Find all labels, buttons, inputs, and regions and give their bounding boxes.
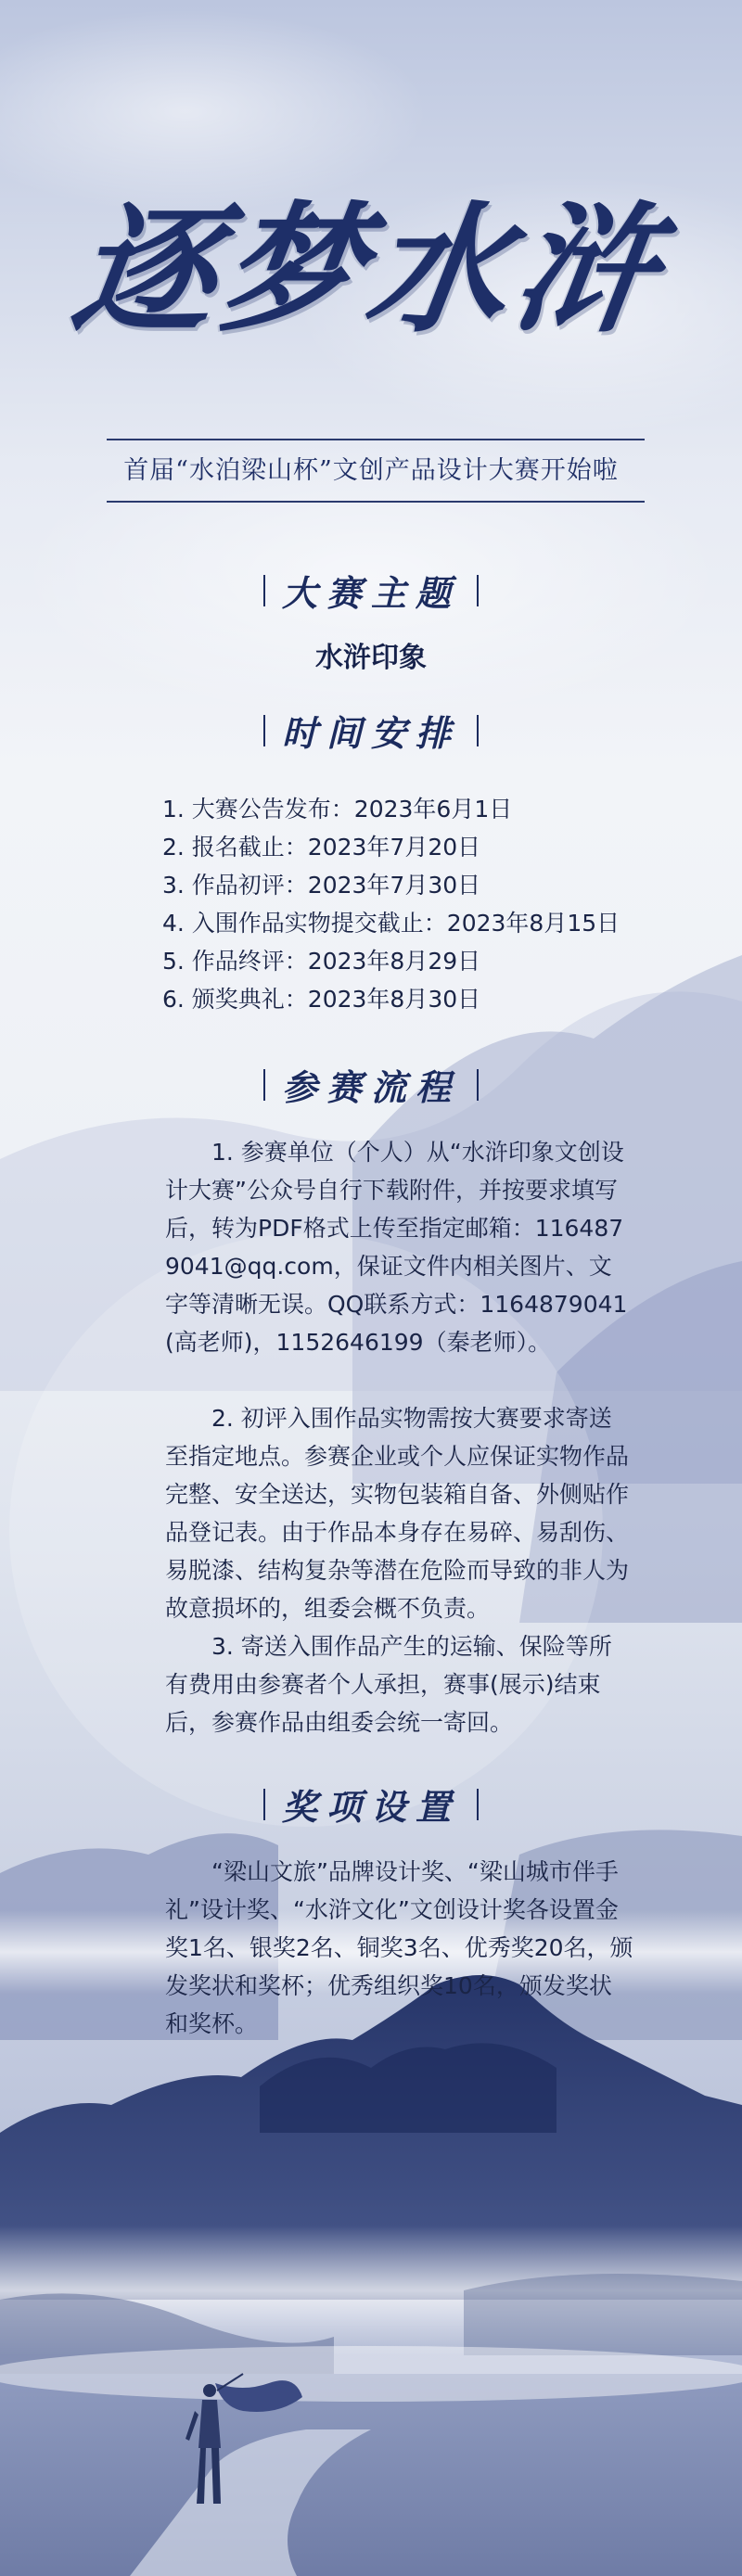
process-paragraph-2: 2. 初评入围作品实物需按大赛要求寄送至指定地点。参赛企业或个人应保证实物作品完整、安全送达，实物包装箱自备、外侧贴作品登记表。由于作品本身存在易碎、易刮伤、易脱漆、结构复杂等潜在危险而导致的非人为故意损坏的，组委会概不负责。 xyxy=(165,1405,630,1622)
list-item: 5. 作品终评：2023年8月29日 xyxy=(162,948,481,975)
list-item: 2. 报名截止：2023年7月20日 xyxy=(162,834,481,861)
schedule-heading xyxy=(0,705,742,756)
list-item: 4. 入围作品实物提交截止：2023年8月15日 xyxy=(162,910,620,937)
poster-subtitle: 首届“水泊梁山杯”文创产品设计大赛开始啦 xyxy=(123,456,619,485)
heading-bar-right xyxy=(477,1789,479,1820)
schedule-heading-text: 时间安排 xyxy=(281,712,460,754)
process-paragraph-1: 1. 参赛单位（个人）从“水浒印象文创设计大赛”公众号自行下载附件，并按要求填写后，转为PDF格式上传至指定邮箱：1164879041@qq.com，保证文件内相关图片、文字等清晰无误。QQ联系方式：1164879041(高老师)，1152646199（秦老师）。 xyxy=(165,1139,628,1356)
process-paragraph-3: 3. 寄送入围作品产生的运输、保险等所有费用由参赛者个人承担，赛事(展示)结束后，参赛作品由组委会统一寄回。 xyxy=(165,1633,612,1736)
theme-heading-text: 大赛主题 xyxy=(281,572,460,614)
heading-bar-left xyxy=(263,1789,265,1820)
heading-bar-right xyxy=(477,575,479,606)
list-item: 6. 颁奖典礼：2023年8月30日 xyxy=(162,986,481,1013)
heading-bar-left xyxy=(263,715,265,746)
theme-text: 水浒印象 xyxy=(315,642,427,674)
awards-heading xyxy=(0,1779,742,1830)
subtitle-bottom-rule xyxy=(107,501,645,503)
process-heading-text: 参赛流程 xyxy=(281,1066,460,1108)
list-item: 3. 作品初评：2023年7月30日 xyxy=(162,872,481,899)
process-heading xyxy=(0,1059,742,1110)
theme-heading xyxy=(0,565,742,616)
poster-title: 逐梦水浒 xyxy=(64,188,674,351)
heading-bar-left xyxy=(263,1069,265,1101)
awards-heading-text: 奖项设置 xyxy=(281,1786,460,1828)
heading-bar-right xyxy=(477,715,479,746)
schedule-list xyxy=(162,790,620,1018)
heading-bar-left xyxy=(263,575,265,606)
subtitle-top-rule xyxy=(107,439,645,440)
awards-text: “梁山文旅”品牌设计奖、“梁山城市伴手礼”设计奖、“水浒文化”文创设计奖各设置金奖1名、银奖2名、铜奖3名、优秀奖20名，颁发奖状和奖杯；优秀组织奖10名，颁发奖状和奖杯。 xyxy=(165,1858,633,2037)
list-item: 1. 大赛公告发布：2023年6月1日 xyxy=(162,796,513,823)
heading-bar-right xyxy=(477,1069,479,1101)
